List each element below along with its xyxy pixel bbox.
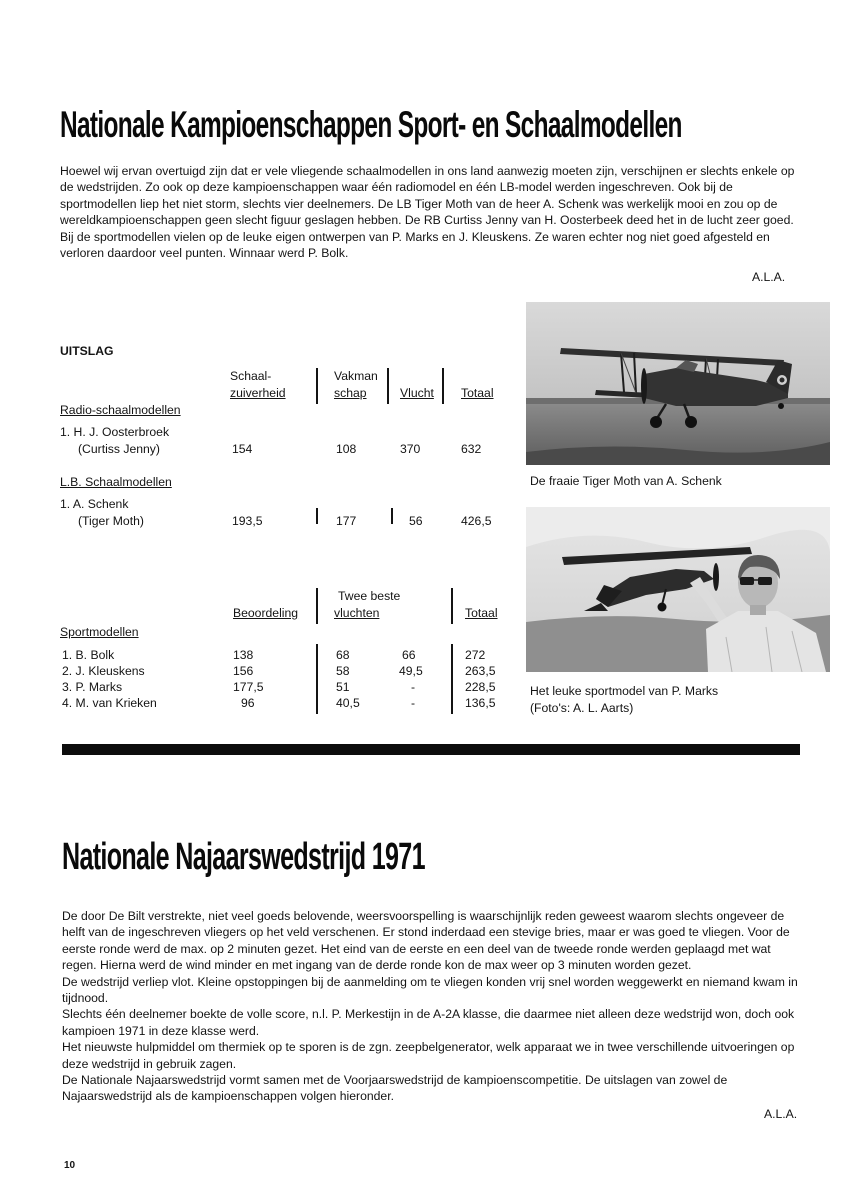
photo-credit: (Foto's: A. L. Aarts): [530, 701, 634, 715]
table-row-name: 3. P. Marks: [62, 680, 123, 694]
column-rule: [451, 588, 453, 624]
article-2-paragraph: De wedstrijd verliep vlot. Kleine opstoppingen bij de aanmelding om te vliegen konden vrij snel worden weggewerkt en niemand kwam in tijdnood.: [62, 974, 798, 1006]
article-1-body: [60, 163, 808, 261]
column-rule: [391, 508, 393, 524]
column-rule: [316, 644, 318, 714]
table-row-model: (Tiger Moth): [78, 514, 144, 528]
article-2-body: [62, 908, 808, 1105]
table-cell-totaal: 263,5: [465, 664, 496, 678]
table-row-model: (Curtiss Jenny): [78, 442, 160, 456]
table-cell-vakman: 108: [336, 442, 357, 456]
section-lb: L.B. Schaalmodellen: [60, 475, 172, 489]
header-zuiverheid: zuiverheid: [230, 386, 286, 400]
table-cell-vlucht1: 40,5: [336, 696, 360, 710]
table-cell-totaal: 632: [461, 442, 482, 456]
article-1-paragraph: Hoewel wij ervan overtuigd zijn dat er vele vliegende schaalmodellen in ons land aanwezig moeten zijn, verschijnen er slechts enkele op de wedstrijden. Zo ook op deze kampioenschappen waar één radiomodel en één LB-model werden ingeschreven. Ook bij de sportmodellen liep het niet storm, slechts vier deelnemers. De LB Tiger Moth van de heer A. Schenk was werkelijk mooi en zou op de wereldkampioenschappen geen slecht figuur geslagen hebben. De RB Curtiss Jenny van H. Oosterbeek deed het in de lucht zeer goed.: [60, 164, 795, 228]
table-cell-vlucht2: 49,5: [399, 664, 423, 678]
sport-model-photo-illustration: [526, 507, 830, 672]
article-1-paragraph: Bij de sportmodellen vielen op de leuke eigen ontwerpen van P. Marks en J. Kleuskens. Ze waren echter nog niet goed afgesteld en verloren daardoor veel punten. Winnaar werd P. Bolk.: [60, 229, 770, 261]
section-radio: Radio-schaalmodellen: [60, 403, 181, 417]
column-rule: [316, 508, 318, 524]
section-sport: Sportmodellen: [60, 625, 139, 639]
table-cell-beoordeling: 96: [241, 696, 255, 710]
header-vlucht: Vlucht: [400, 386, 434, 400]
column-rule: [316, 368, 318, 404]
page-number: 10: [64, 1160, 76, 1171]
table-cell-vlucht1: 68: [336, 648, 350, 662]
article-2-paragraph: Slechts één deelnemer boekte de volle score, n.l. P. Merkestijn in de A-2A klasse, die daarmee niet alleen deze wedstrijd won, doch ook kampioen 1971 in deze klasse werd.: [62, 1007, 795, 1038]
photo-tiger-moth: [526, 302, 830, 465]
table-cell-vlucht1: 51: [336, 680, 350, 694]
photo-sport-model: [526, 507, 830, 672]
table-cell-vakman: 177: [336, 514, 357, 528]
table-cell-totaal: 426,5: [461, 514, 492, 528]
table-row-name: 1. B. Bolk: [62, 648, 115, 662]
table-cell-totaal: 272: [465, 648, 486, 662]
header-twee-beste: Twee beste: [338, 589, 401, 603]
column-rule: [442, 368, 444, 404]
biplane-photo-illustration: [526, 302, 830, 465]
table-cell-vlucht2: -: [411, 680, 416, 694]
photo-caption-1: De fraaie Tiger Moth van A. Schenk: [530, 474, 722, 488]
article-2-paragraph: De door De Bilt verstrekte, niet veel goeds belovende, weersvoorspelling is waarschijnlijk reden geweest waarom slechts ongeveer de helft van de ingeschreven vliegers op het veld verschenen. Er stond inderdaad een stevige bries, maar er was goed te vliegen. Voor de eerste ronde werd de max. op 2 minuten gezet. Het eind van de eerste en een deel van de tweede ronde werden geplaagd met wat regen. Hierna werd de wind minder en met ingang van de derde ronde kon de max weer op 3 minuten worden gezet.: [62, 909, 790, 973]
section-divider: [62, 744, 800, 755]
article-1-signature: A.L.A.: [752, 270, 786, 284]
table-cell-beoordeling: 177,5: [233, 680, 264, 694]
table-cell-totaal: 228,5: [465, 680, 496, 694]
header-schaal: Schaal-: [230, 369, 272, 383]
article-1-headline: Nationale Kampioenschappen Sport- en Schaalmodellen: [60, 104, 682, 145]
table-cell-vlucht2: 66: [402, 648, 416, 662]
header-totaal-sport: Totaal: [465, 606, 498, 620]
column-rule: [451, 644, 453, 714]
header-vakman: Vakman: [334, 369, 378, 383]
article-2-signature: A.L.A.: [764, 1107, 798, 1121]
column-rule: [387, 368, 389, 404]
table-cell-vlucht2: -: [411, 696, 416, 710]
table-cell-vlucht1: 58: [336, 664, 350, 678]
table-row-name: 1. H. J. Oosterbroek: [60, 425, 170, 439]
table-cell-totaal: 136,5: [465, 696, 496, 710]
column-rule: [316, 588, 318, 624]
header-vluchten: vluchten: [334, 606, 380, 620]
header-totaal: Totaal: [461, 386, 494, 400]
table-row-name: 1. A. Schenk: [60, 497, 129, 511]
table-row-name: 2. J. Kleuskens: [62, 664, 145, 678]
table-cell-beoordeling: 156: [233, 664, 254, 678]
header-beoordeling: Beoordeling: [233, 606, 299, 620]
photo-caption-2: Het leuke sportmodel van P. Marks: [530, 684, 719, 698]
table-cell-vlucht: 370: [400, 442, 421, 456]
article-2-paragraph: De Nationale Najaarswedstrijd vormt samen met de Voorjaarswedstrijd de kampioenscompetitie. De uitslagen van zowel de Najaarswedstrijd als de kampioenschappen volgen hieronder.: [62, 1073, 728, 1104]
article-2-headline: Nationale Najaarswedstrijd 1971: [62, 836, 425, 878]
results-title: UITSLAG: [60, 344, 114, 358]
table-cell-vlucht: 56: [409, 514, 423, 528]
table-cell-schaal: 154: [232, 442, 253, 456]
table-cell-beoordeling: 138: [233, 648, 254, 662]
table-cell-schaal: 193,5: [232, 514, 263, 528]
table-row-name: 4. M. van Krieken: [62, 696, 157, 710]
header-schap: schap: [334, 386, 367, 400]
article-2-paragraph: Het nieuwste hulpmiddel om thermiek op te sporen is de zgn. zeepbelgenerator, welk apparaat we in twee verschillende uitvoeringen op deze wedstrijd in gebruik zagen.: [62, 1040, 795, 1071]
